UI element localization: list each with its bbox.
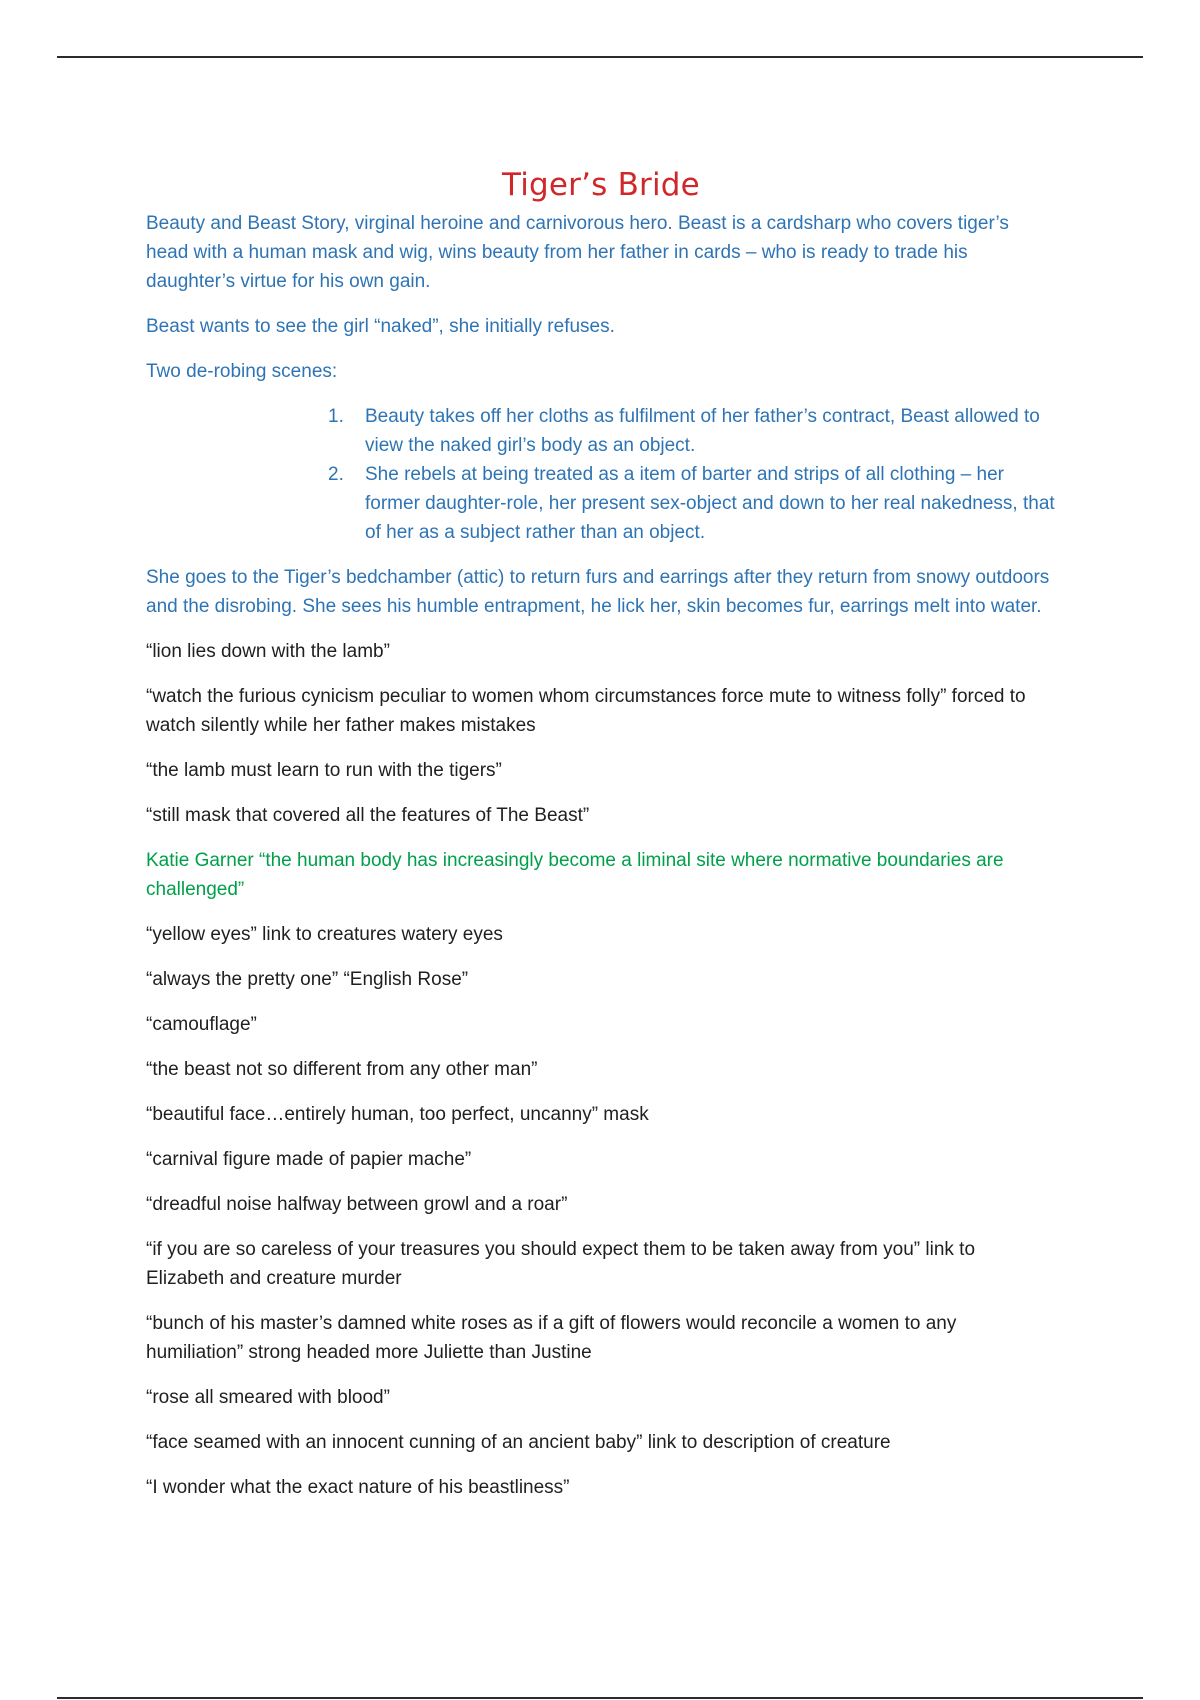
quote-paragraph: “lion lies down with the lamb”: [146, 641, 390, 662]
quote-paragraph: “watch the furious cynicism peculiar to women whom circumstances force mute to witness folly” forced to watch silently while her father makes mistakes: [146, 686, 1026, 736]
list-number: 2.: [328, 464, 344, 485]
quote-paragraph: “beautiful face…entirely human, too perfect, uncanny” mask: [146, 1104, 649, 1125]
list-item-text: She rebels at being treated as a item of barter and strips of all clothing – her former daughter-role, her present sex-object and down to her real nakedness, that of her as a subject rather than an object.: [365, 464, 1055, 543]
quote-paragraph: “camouflage”: [146, 1014, 257, 1035]
list-item-text: Beauty takes off her cloths as fulfilment of her father’s contract, Beast allowed to view the naked girl’s body as an object.: [365, 406, 1040, 456]
intro-paragraph: Beauty and Beast Story, virginal heroine and carnivorous hero. Beast is a cardsharp who covers tiger’s head with a human mask and wig, wins beauty from her father in cards – who is ready to trade his daughter’s virtue for his own gain.: [146, 213, 1009, 292]
footer-rule: [57, 1697, 1143, 1699]
derobing-list: [146, 402, 1056, 547]
list-number: 1.: [328, 406, 344, 427]
quote-paragraph: “dreadful noise halfway between growl and a roar”: [146, 1194, 568, 1215]
quote-paragraph: “carnival figure made of papier mache”: [146, 1149, 472, 1170]
document-body: [146, 165, 1056, 1518]
quote-paragraph: “bunch of his master’s damned white roses as if a gift of flowers would reconcile a women to any humiliation” strong headed more Juliette than Justine: [146, 1313, 957, 1363]
quote-paragraph: “still mask that covered all the features of The Beast”: [146, 805, 590, 826]
quote-paragraph: “rose all smeared with blood”: [146, 1387, 390, 1408]
quote-paragraph: “the beast not so different from any other man”: [146, 1059, 538, 1080]
quote-paragraph: “I wonder what the exact nature of his beastliness”: [146, 1477, 570, 1498]
naked-paragraph: Beast wants to see the girl “naked”, she initially refuses.: [146, 316, 615, 337]
quote-paragraph: “yellow eyes” link to creatures watery eyes: [146, 924, 503, 945]
list-item: [328, 402, 1056, 460]
list-item: [328, 460, 1056, 547]
critic-quote: Katie Garner “the human body has increasingly become a liminal site where normative boundaries are challenged”: [146, 850, 1004, 900]
quote-paragraph: “if you are so careless of your treasures you should expect them to be taken away from you” link to Elizabeth and creature murder: [146, 1239, 976, 1289]
derobing-heading: Two de-robing scenes:: [146, 361, 338, 382]
document-title: Tiger’s Bride: [502, 167, 700, 203]
quote-paragraph: “always the pretty one” “English Rose”: [146, 969, 469, 990]
quote-paragraph: “the lamb must learn to run with the tigers”: [146, 760, 502, 781]
bedchamber-paragraph: She goes to the Tiger’s bedchamber (attic) to return furs and earrings after they return from snowy outdoors and the disrobing. She sees his humble entrapment, he lick her, skin becomes fur, earrings melt into water.: [146, 567, 1050, 617]
header-rule: [57, 56, 1143, 58]
quote-paragraph: “face seamed with an innocent cunning of an ancient baby” link to description of creature: [146, 1432, 891, 1453]
